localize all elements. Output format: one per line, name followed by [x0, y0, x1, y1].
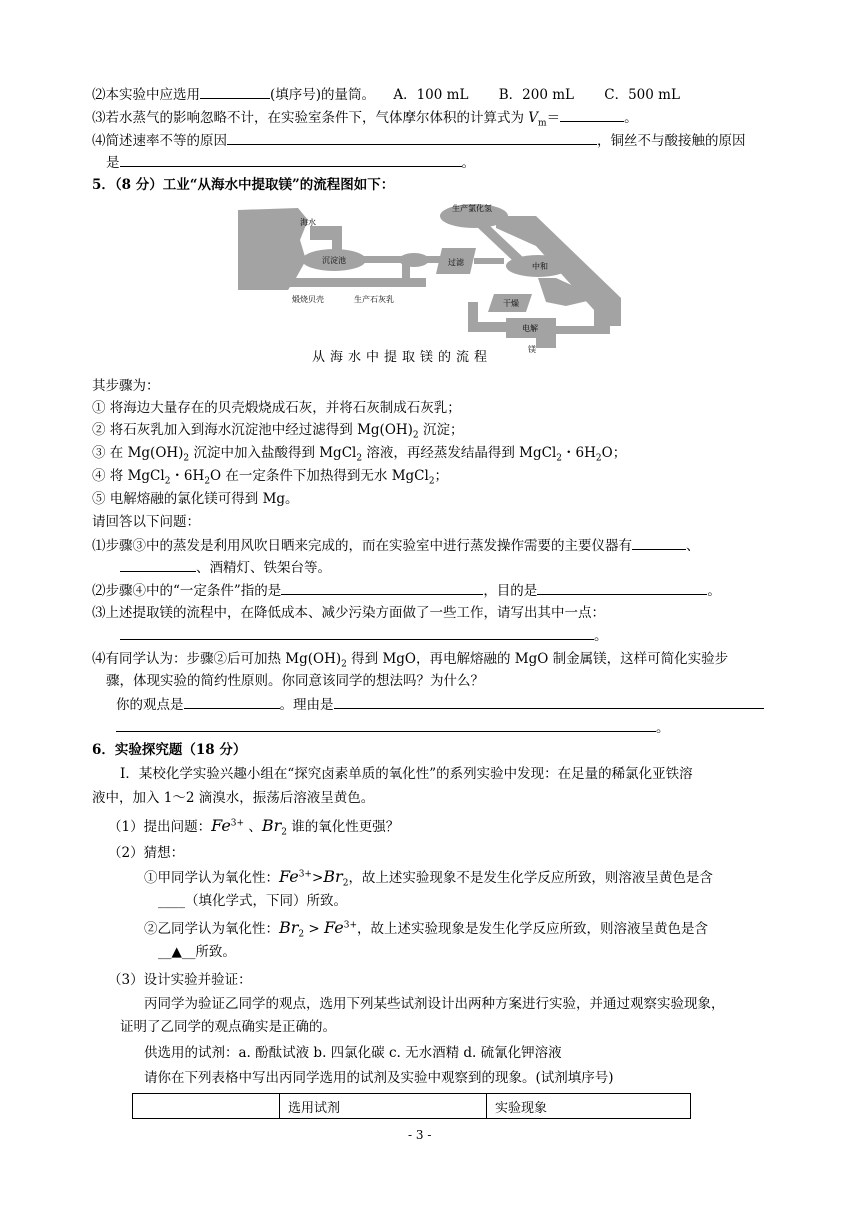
q4-line-2: ⑵本实验中应选用 (填序号)的量筒。 A．100 mL B．200 mL C．500 mL — [92, 84, 680, 105]
answer-table — [132, 1093, 691, 1119]
label-mg: 镁 — [528, 345, 536, 353]
label-hcl: 生产氯化氢 — [452, 204, 492, 213]
page-number: - 3 - — [408, 1128, 432, 1142]
answer-blank[interactable] — [120, 625, 594, 640]
step-2: ② 将石灰乳加入到海水沉淀池中经过滤得到 $Mg(OH)_2$ 沉淀； — [92, 422, 464, 441]
q6-part-1: （1）提出问题：$Fe^{3+}$ 、$Br_2$ 谁的氧化性更强？ — [108, 816, 400, 838]
q6-title: 6．实验探究题（18 分） — [92, 742, 247, 758]
guess-2: ②乙同学认为氧化性：$Br_2 > Fe^{3+}$，故上述实验现象是发生化学反应所致，则溶液呈黄色是含 — [144, 918, 709, 940]
step-4: ④ 将 MgCl$_2$・$6H_2O$ 在一定条件下加热得到无水 MgCl$_2$； — [92, 468, 449, 487]
label-neutral: 中和 — [532, 262, 548, 271]
design-1: 丙同学为验证乙同学的观点，选用下列某些试剂设计出两种方案进行实验，并通过观察实验现象， — [144, 996, 725, 1012]
q5-a4-cont: 骤，体现实验的简约性原则。你同意该同学的想法吗？为什么？ — [106, 673, 484, 689]
table-header-row — [133, 1094, 691, 1119]
answer-blank[interactable] — [116, 717, 656, 732]
q5-a1: ⑴步骤③中的蒸发是利用风吹日晒来完成的，而在实验室中进行蒸发操作需要的主要仪器有 、 — [92, 535, 700, 556]
answer-blank[interactable] — [537, 580, 707, 595]
answer-blank[interactable] — [281, 580, 483, 595]
answer-blank[interactable] — [632, 535, 686, 550]
q5-a1-cont: 、酒精灯、铁架台等。 — [120, 557, 331, 578]
answer-blank[interactable] — [334, 694, 764, 709]
q5-a4-reason: 。 — [116, 717, 670, 738]
answer-blank[interactable] — [560, 107, 624, 122]
q5-a3-line: 。 — [120, 625, 608, 646]
ask: 请回答以下问题： — [92, 514, 200, 530]
q5-a4: ⑷有同学认为：步骤②后可加热 $Mg(OH)_2$ 得到 MgO，再电解熔融的 MgO 制金属镁，这样可简化实验步 — [92, 651, 729, 670]
q4-line-3: ⑶若水蒸气的影响忽略不计，在实验室条件下，气体摩尔体积的计算式为 $V_m=$ 。 — [92, 107, 638, 128]
diagram-caption: 从海水中提取镁的流程 — [312, 350, 493, 365]
q5-a3: ⑶上述提取镁的流程中，在降低成本、减少污染方面做了一些工作，请写出其中一点： — [92, 605, 605, 621]
step-3: ③ 在 $Mg(OH)_2$ 沉淀中加入盐酸得到 MgCl$_2$ 溶液，再经蒸发结晶得到 MgCl$_2$・$6H_2O$； — [92, 445, 627, 464]
label-dry: 干燥 — [503, 299, 519, 308]
q6-intro-2: 液中，加入 1～2 滴溴水，振荡后溶液呈黄色。 — [92, 790, 375, 806]
step-1: ① 将海边大量存在的贝壳煅烧成石灰，并将石灰制成石灰乳； — [92, 400, 461, 416]
q4-line-5: 是 。 — [106, 152, 475, 173]
guess-2-cont: __▲__所致。 — [158, 944, 236, 960]
guess-1-cont: ____（填化学式，下同）所致。 — [158, 893, 347, 909]
q5-a4-opinion: 你的观点是 。理由是 — [116, 694, 764, 715]
q5-a2: ⑵步骤④中的“一定条件”指的是 ，目的是 。 — [92, 580, 721, 601]
guess-1: ①甲同学认为氧化性：$Fe^{3+}>Br_2$，故上述实验现象不是发生化学反应所致，则溶液呈黄色是含 — [144, 867, 713, 889]
q6-part-2: （2）猜想： — [108, 845, 185, 861]
answer-blank[interactable] — [227, 130, 597, 145]
step-5: ⑤ 电解熔融的氯化镁可得到 Mg。 — [92, 491, 299, 507]
label-pool: 沉淀池 — [322, 256, 346, 265]
table-header-reagent: 选用试剂 — [280, 1094, 487, 1119]
table-header-phenomenon: 实验现象 — [487, 1094, 691, 1119]
table-instruction: 请你在下列表格中写出丙同学选用的试剂及实验中观察到的现象。(试剂填序号) — [144, 1070, 614, 1086]
q5-title: 5．（8 分）工业“从海水中提取镁”的流程图如下： — [92, 177, 395, 193]
q6-intro-1: Ⅰ．某校化学实验兴趣小组在“探究卤素单质的氧化性”的系列实验中发现：在足量的稀氯化亚铁溶 — [120, 766, 693, 782]
q4-line-4: ⑷简述速率不等的原因 ，铜丝不与酸接触的原因 — [92, 130, 746, 151]
answer-blank[interactable] — [120, 557, 196, 572]
answer-blank[interactable] — [184, 694, 280, 709]
steps-title: 其步骤为： — [92, 378, 160, 394]
label-seawater: 海水 — [300, 218, 316, 227]
label-filter: 过滤 — [448, 258, 464, 267]
answer-blank[interactable] — [200, 84, 270, 99]
reagents: 供选用的试剂：a. 酚酞试液 b. 四氯化碳 c. 无水酒精 d. 硫氰化钾溶液 — [144, 1045, 562, 1061]
label-electro: 电解 — [522, 324, 538, 333]
q6-part-3: （3）设计实验并验证： — [108, 972, 252, 988]
mg-extraction-flow-diagram — [236, 198, 626, 353]
label-lime: 生产石灰乳 — [354, 295, 394, 304]
answer-blank[interactable] — [120, 152, 462, 167]
label-shell: 煅烧贝壳 — [292, 295, 324, 304]
design-2: 证明了乙同学的观点确实是正确的。 — [120, 1019, 336, 1035]
table-header-blank[interactable] — [133, 1094, 280, 1119]
